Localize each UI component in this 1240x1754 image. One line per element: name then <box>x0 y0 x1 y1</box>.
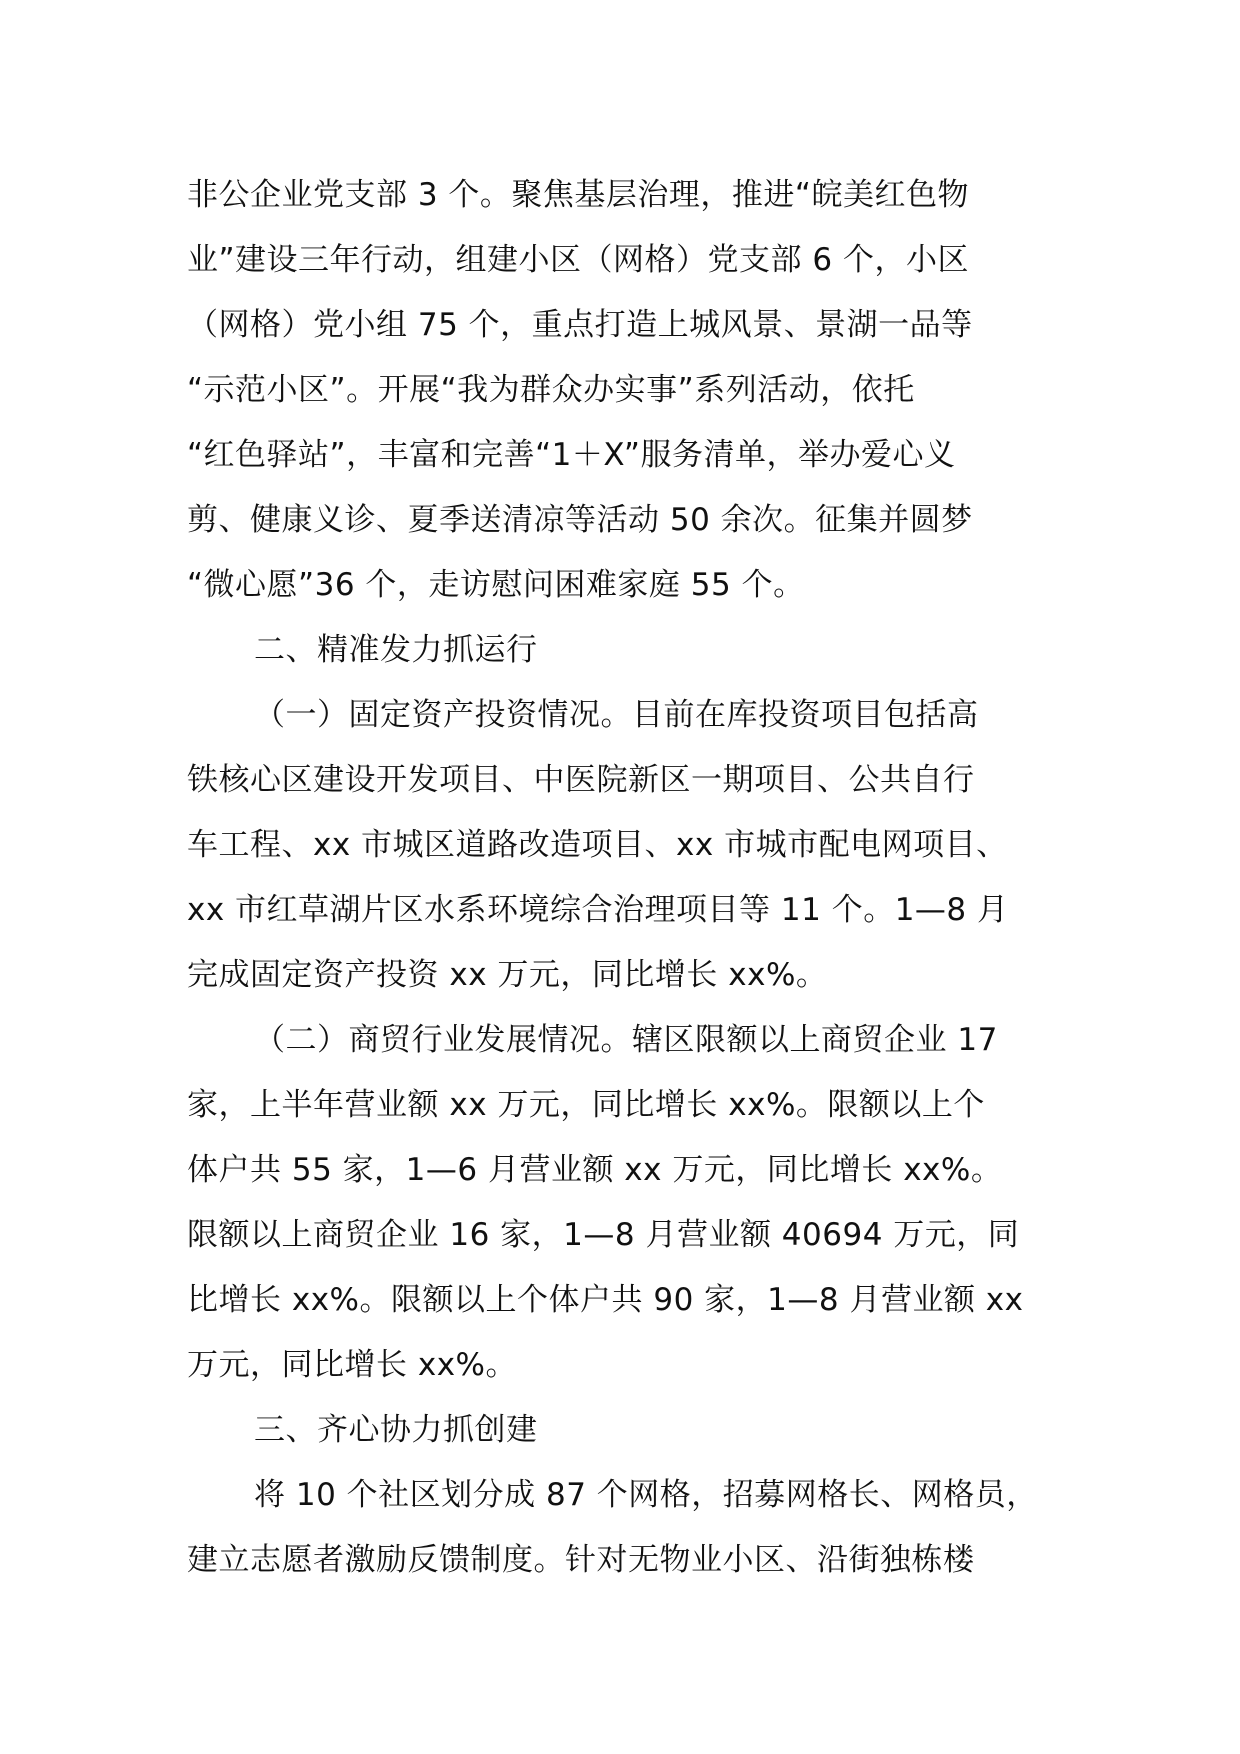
text-line: （二）商贸行业发展情况。辖区限额以上商贸企业 17 <box>254 1022 998 1058</box>
text-line: 家，上半年营业额 xx 万元，同比增长 xx%。限额以上个 <box>187 1087 985 1123</box>
text-line: “微心愿”36 个，走访慰问困难家庭 55 个。 <box>187 567 805 603</box>
text-line: 三、齐心协力抓创建 <box>254 1412 538 1448</box>
text-line: （网格）党小组 75 个，重点打造上城风景、景湖一品等 <box>187 307 973 343</box>
text-line: 体户共 55 家，1—6 月营业额 xx 万元，同比增长 xx%。 <box>187 1152 1003 1188</box>
text-line: 将 10 个社区划分成 87 个网格，招募网格长、网格员， <box>254 1477 1038 1513</box>
text-line: 万元，同比增长 xx%。 <box>187 1347 518 1383</box>
document-body <box>187 163 1057 1593</box>
text-line: 业”建设三年行动，组建小区（网格）党支部 6 个，小区 <box>187 242 969 278</box>
text-line: 限额以上商贸企业 16 家，1—8 月营业额 40694 万元，同 <box>187 1217 1020 1253</box>
text-line: “示范小区”。开展“我为群众办实事”系列活动，依托 <box>187 372 915 408</box>
text-line: （一）固定资产投资情况。目前在库投资项目包括高 <box>254 697 979 733</box>
text-line: 铁核心区建设开发项目、中医院新区一期项目、公共自行 <box>187 762 975 798</box>
text-line: 剪、健康义诊、夏季送清凉等活动 50 余次。征集并圆梦 <box>187 502 973 538</box>
text-line: 建立志愿者激励反馈制度。针对无物业小区、沿街独栋楼 <box>187 1542 975 1578</box>
text-line: xx 市红草湖片区水系环境综合治理项目等 11 个。1—8 月 <box>187 892 1009 928</box>
text-line: 完成固定资产投资 xx 万元，同比增长 xx%。 <box>187 957 828 993</box>
text-line: 比增长 xx%。限额以上个体户共 90 家，1—8 月营业额 xx <box>187 1282 1024 1318</box>
text-line: 车工程、xx 市城区道路改造项目、xx 市城市配电网项目、 <box>187 827 1008 863</box>
text-line: 非公企业党支部 3 个。聚焦基层治理，推进“皖美红色物 <box>187 177 969 213</box>
text-line: 二、精准发力抓运行 <box>254 632 538 668</box>
text-line: “红色驿站”，丰富和完善“1＋X”服务清单，举办爱心义 <box>187 437 956 473</box>
